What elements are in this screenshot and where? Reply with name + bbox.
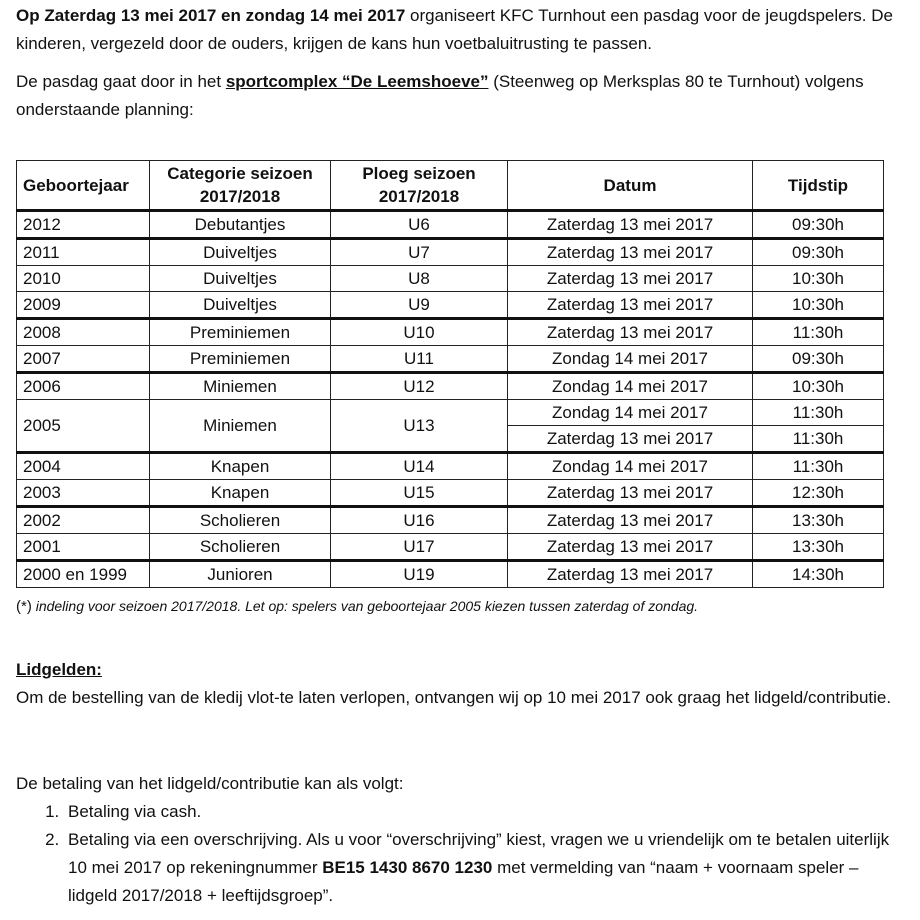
cell-date: Zondag 14 mei 2017 — [508, 346, 753, 373]
cell-date: Zondag 14 mei 2017 — [508, 373, 753, 400]
footnote-marker: (*) — [16, 598, 32, 615]
cell-team: U7 — [331, 239, 508, 266]
cell-year: 2000 en 1999 — [17, 561, 150, 588]
lidgelden-section — [16, 656, 906, 712]
intro-text: organiseert KFC Turnhout een pasdag voor de jeugdspelers. De kinderen, vergezeld door de ouders, krijgen de kans hun voetbaluitrusting te passen. — [16, 6, 893, 53]
cell-time: 11:30h — [753, 319, 884, 346]
cell-time: 10:30h — [753, 266, 884, 292]
cell-date: Zaterdag 13 mei 2017 — [508, 319, 753, 346]
transfer-text-pre: Betaling via een overschrijving. Als u voor “overschrijving” kiest, vragen we u vriendelijk om te betalen uiterlijk 10 mei 2017 op rekeningnummer — [68, 830, 890, 877]
planning-table — [16, 160, 884, 588]
cell-category: Scholieren — [150, 534, 331, 561]
lidgelden-text: Om de bestelling van de kledij vlot-te laten verlopen, ontvangen wij op 10 mei 2017 ook graag het lidgeld/contributie. — [16, 688, 892, 707]
cell-date: Zaterdag 13 mei 2017 — [508, 292, 753, 319]
cell-year: 2009 — [17, 292, 150, 319]
table-row — [17, 266, 884, 292]
cell-time: 09:30h — [753, 346, 884, 373]
cell-time: 10:30h — [753, 373, 884, 400]
cell-category: Debutantjes — [150, 211, 331, 239]
cell-time: 09:30h — [753, 211, 884, 239]
cell-category: Miniemen — [150, 400, 331, 453]
header-ploeg: Ploeg seizoen 2017/2018 — [331, 161, 508, 211]
cell-year: 2007 — [17, 346, 150, 373]
cell-team: U16 — [331, 507, 508, 534]
lidgelden-heading: Lidgelden: — [16, 660, 102, 679]
cell-team: U15 — [331, 480, 508, 507]
venue-post: (Steenweg op Merksplas 80 te Turnhout) volgens onderstaande planning: — [16, 72, 864, 119]
cell-year: 2004 — [17, 453, 150, 480]
cell-category: Preminiemen — [150, 319, 331, 346]
cell-time: 10:30h — [753, 292, 884, 319]
table-row — [17, 239, 884, 266]
cell-team: U11 — [331, 346, 508, 373]
cell-team: U9 — [331, 292, 508, 319]
cell-category: Duiveltjes — [150, 292, 331, 319]
table-row — [17, 292, 884, 319]
cell-category: Duiveltjes — [150, 239, 331, 266]
cell-team: U10 — [331, 319, 508, 346]
table-row — [17, 534, 884, 561]
payment-intro: De betaling van het lidgeld/contributie kan als volgt: — [16, 774, 404, 793]
cell-date: Zaterdag 13 mei 2017 — [508, 561, 753, 588]
cell-team: U12 — [331, 373, 508, 400]
cell-time: 11:30h — [753, 453, 884, 480]
cell-date: Zaterdag 13 mei 2017 — [508, 266, 753, 292]
table-row — [17, 480, 884, 507]
payment-section — [16, 770, 906, 910]
cell-team: U14 — [331, 453, 508, 480]
table-footnote — [16, 598, 698, 615]
header-categorie: Categorie seizoen 2017/2018 — [150, 161, 331, 211]
cell-date: Zaterdag 13 mei 2017 — [508, 507, 753, 534]
cell-year: 2002 — [17, 507, 150, 534]
cell-date: Zaterdag 13 mei 2017 — [508, 480, 753, 507]
cell-team: U17 — [331, 534, 508, 561]
cell-year: 2003 — [17, 480, 150, 507]
cell-time: 11:30h — [753, 400, 884, 426]
cell-year: 2006 — [17, 373, 150, 400]
cell-category: Junioren — [150, 561, 331, 588]
footnote-text: indeling voor seizoen 2017/2018. Let op: spelers van geboortejaar 2005 kiezen tussen zaterdag of zondag. — [31, 598, 699, 614]
cell-year: 2005 — [17, 400, 150, 453]
cell-time: 14:30h — [753, 561, 884, 588]
venue-name: sportcomplex “De Leemshoeve” — [225, 72, 489, 91]
cell-team: U8 — [331, 266, 508, 292]
table-row — [17, 507, 884, 534]
cell-year: 2008 — [17, 319, 150, 346]
cell-category: Knapen — [150, 480, 331, 507]
table-row — [17, 453, 884, 480]
cell-date: Zaterdag 13 mei 2017 — [508, 211, 753, 239]
cell-category: Scholieren — [150, 507, 331, 534]
intro-dates: Op Zaterdag 13 mei 2017 en zondag 14 mei 2017 — [16, 6, 406, 25]
cell-time: 11:30h — [753, 426, 884, 453]
cell-year: 2012 — [17, 211, 150, 239]
cell-date: Zondag 14 mei 2017 — [508, 453, 753, 480]
cell-team: U19 — [331, 561, 508, 588]
cell-time: 12:30h — [753, 480, 884, 507]
table-row — [17, 373, 884, 400]
table-row — [17, 211, 884, 239]
table-row — [17, 400, 884, 426]
payment-option-cash: 1. Betaling via cash. — [64, 798, 906, 826]
venue-pre: De pasdag gaat door in het — [16, 72, 226, 91]
cell-year: 2011 — [17, 239, 150, 266]
cell-date: Zondag 14 mei 2017 — [508, 400, 753, 426]
venue-paragraph — [16, 68, 906, 124]
transfer-text-post: met vermelding van “naam + voornaam speler – lidgeld 2017/2018 + leeftijdsgroep”. — [68, 858, 859, 905]
payment-list — [16, 798, 906, 910]
cell-date: Zaterdag 13 mei 2017 — [508, 426, 753, 453]
header-geboortejaar: Geboortejaar — [17, 161, 150, 211]
payment-option-transfer — [64, 826, 906, 910]
cell-year: 2010 — [17, 266, 150, 292]
cell-team: U13 — [331, 400, 508, 453]
table-header-row — [17, 161, 884, 211]
table-row — [17, 346, 884, 373]
table-row — [17, 319, 884, 346]
cell-category: Preminiemen — [150, 346, 331, 373]
cell-category: Duiveltjes — [150, 266, 331, 292]
cell-category: Miniemen — [150, 373, 331, 400]
cell-category: Knapen — [150, 453, 331, 480]
cell-year: 2001 — [17, 534, 150, 561]
cell-team: U6 — [331, 211, 508, 239]
cell-date: Zaterdag 13 mei 2017 — [508, 534, 753, 561]
header-tijdstip: Tijdstip — [753, 161, 884, 211]
cell-time: 13:30h — [753, 507, 884, 534]
document — [16, 0, 906, 124]
cell-date: Zaterdag 13 mei 2017 — [508, 239, 753, 266]
intro-paragraph — [16, 2, 906, 58]
cell-time: 13:30h — [753, 534, 884, 561]
header-datum: Datum — [508, 161, 753, 211]
table-row — [17, 561, 884, 588]
cell-time: 09:30h — [753, 239, 884, 266]
account-number: BE15 1430 8670 1230 — [322, 858, 493, 877]
